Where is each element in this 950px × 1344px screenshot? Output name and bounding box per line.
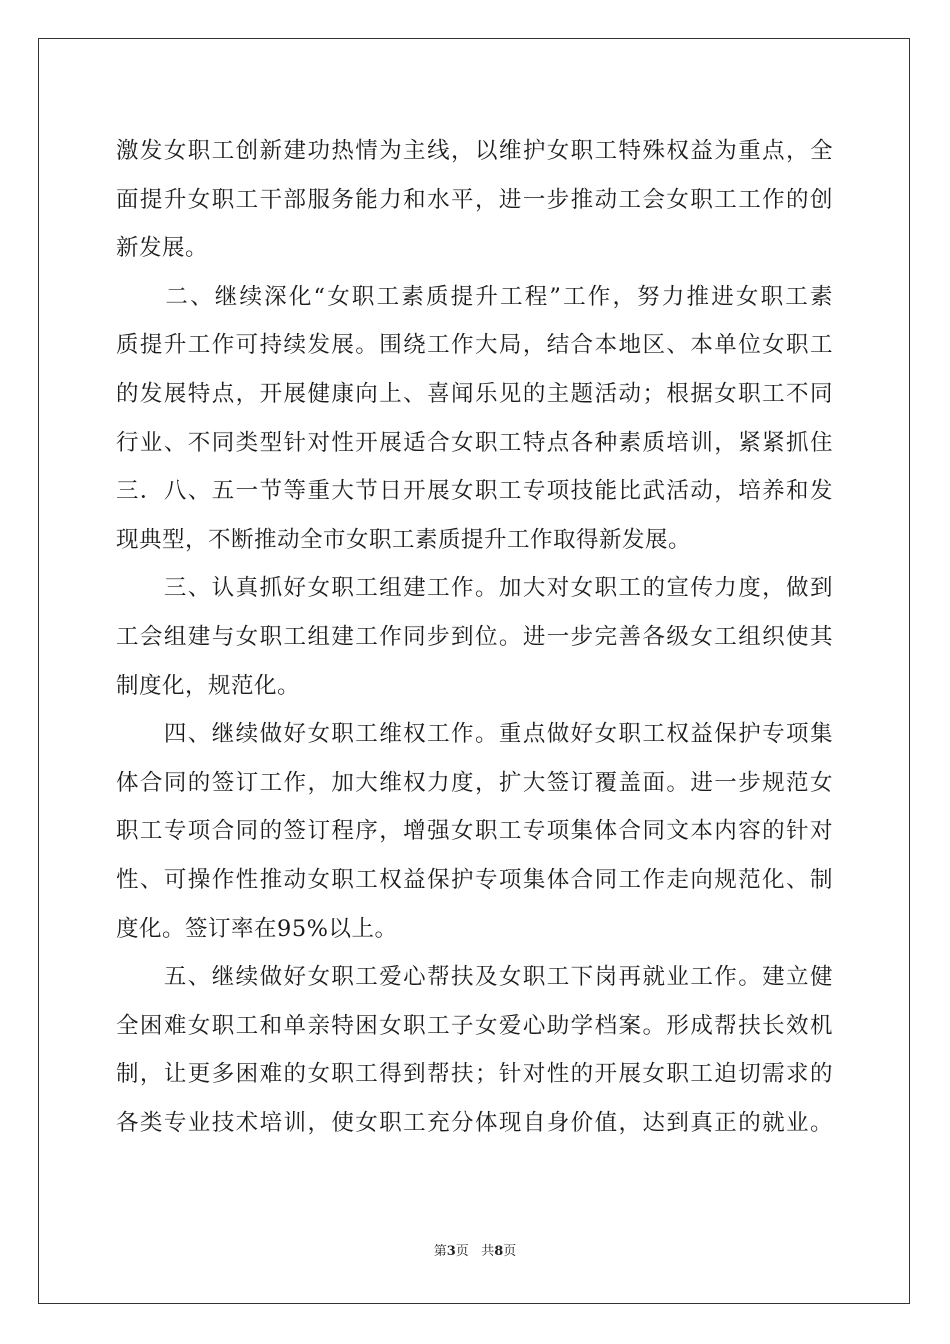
text-line: 全困难女职工和单亲特困女职工子女爱心助学档案。形成帮扶长效机	[116, 1012, 833, 1039]
text-line: 性、可操作性推动女职工权益保护专项集体合同工作走向规范化、制	[116, 866, 833, 893]
text-line: 制，让更多困难的女职工得到帮扶；针对性的开展女职工迫切需求的	[116, 1061, 833, 1088]
page-number-label	[434, 1244, 469, 1259]
total-prefix: 共	[481, 1244, 495, 1259]
text-line: 二、继续深化“女职工素质提升工程”工作，努力推进女职工素	[116, 283, 833, 310]
text-line: 四、继续做好女职工维权工作。重点做好女职工权益保护专项集	[116, 721, 833, 748]
text-line: 现典型，不断推动全市女职工素质提升工作取得新发展。	[116, 526, 692, 553]
page-footer	[0, 1244, 950, 1260]
text-line: 体合同的签订工作，加大维权力度，扩大签订覆盖面。进一步规范女	[116, 769, 833, 796]
page-prefix: 第	[433, 1244, 447, 1259]
text-line: 职工专项合同的签订程序，增强女职工专项集体合同文本内容的针对	[116, 818, 833, 845]
text-line: 三．八、五一节等重大节日开展女职工专项技能比武活动，培养和发	[116, 478, 833, 505]
text-line: 度化。签订率在95%以上。	[116, 915, 398, 942]
text-line: 质提升工作可持续发展。围绕工作大局，结合本地区、本单位女职工	[116, 332, 833, 359]
text-line: 制度化，规范化。	[116, 672, 301, 699]
text-line: 新发展。	[116, 235, 209, 262]
text-line: 面提升女职工干部服务能力和水平，进一步推动工会女职工工作的创	[116, 186, 833, 213]
page-number: 3	[446, 1244, 456, 1259]
text-line: 各类专业技术培训，使女职工充分体现自身价值，达到真正的就业。	[116, 1109, 833, 1136]
text-line: 工会组建与女职工组建工作同步到位。进一步完善各级女工组织使其	[116, 623, 833, 650]
text-line: 激发女职工创新建功热情为主线，以维护女职工特殊权益为重点，全	[116, 138, 833, 164]
total-pages: 8	[494, 1244, 504, 1259]
total-suffix: 页	[503, 1244, 517, 1259]
text-line: 三、认真抓好女职工组建工作。加大对女职工的宣传力度，做到	[116, 575, 833, 602]
document-body	[116, 127, 833, 1147]
total-pages-label	[481, 1244, 516, 1259]
text-line: 五、继续做好女职工爱心帮扶及女职工下岗再就业工作。建立健	[116, 964, 833, 991]
text-line: 行业、不同类型针对性开展适合女职工特点各种素质培训，紧紧抓住	[116, 429, 833, 456]
page-suffix: 页	[455, 1244, 469, 1259]
text-line: 的发展特点，开展健康向上、喜闻乐见的主题活动；根据女职工不同	[116, 380, 833, 407]
